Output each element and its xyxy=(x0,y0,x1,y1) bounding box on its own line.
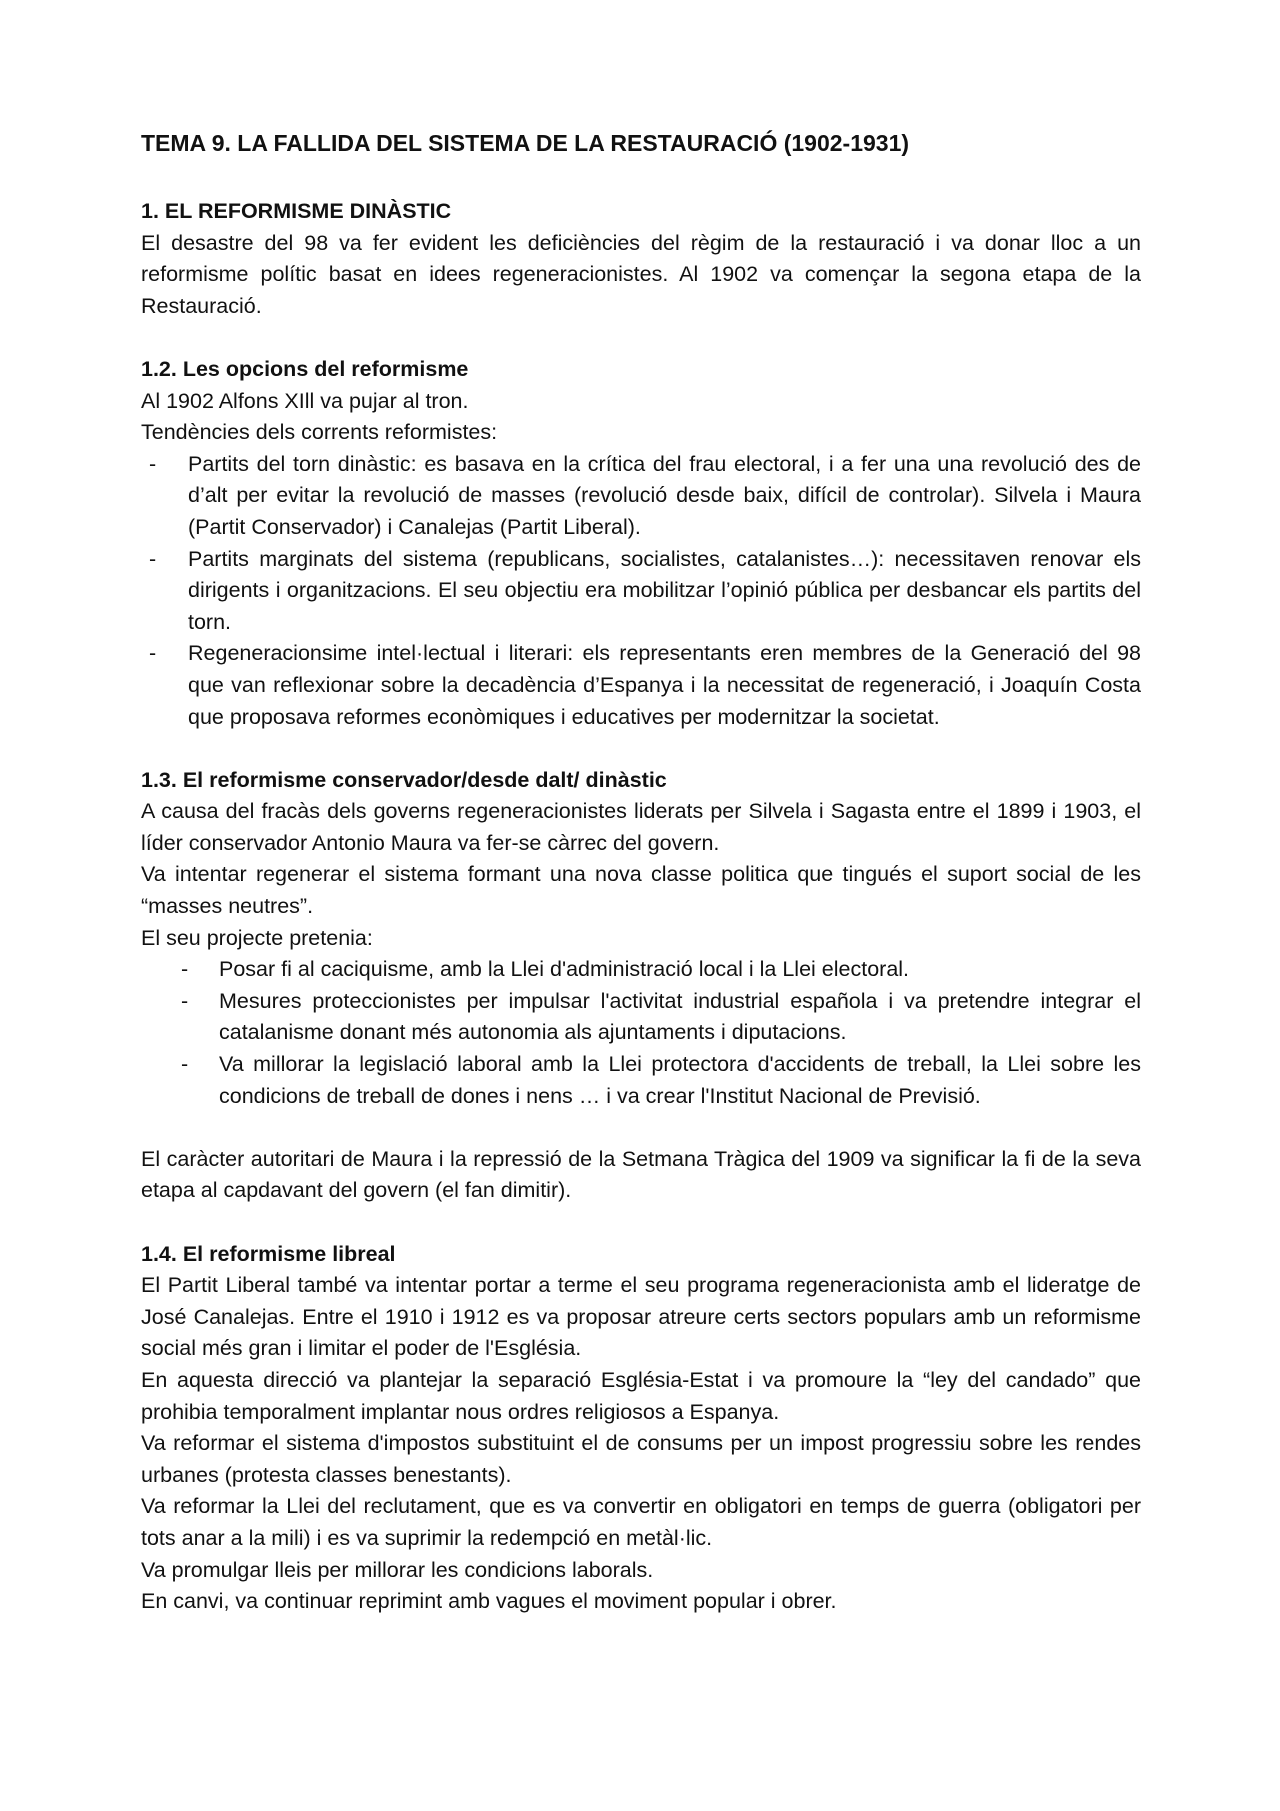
list-item xyxy=(141,954,1141,986)
paragraph: Va intentar regenerar el sistema formant una nova classe politica que tingués el suport social de les “masses neutres”. xyxy=(141,862,1141,919)
list-item xyxy=(141,638,1141,733)
list-item-text: Regeneracionsime intel·lectual i literari: els representants eren membres de la Generació del 98 que van reflexionar sobre la decadència d’Espanya i la necessitat de regeneració, i Joaquín Costa que proposava reformes econòmiques i educatives per modernitzar la societat. xyxy=(188,641,1141,729)
spacer xyxy=(141,1112,1141,1144)
list-item xyxy=(141,449,1141,544)
dash-bullet: - xyxy=(149,641,157,666)
section-heading: 1.4. El reformisme libreal xyxy=(141,1241,396,1266)
spacer xyxy=(141,1207,1141,1239)
paragraph: Al 1902 Alfons XIll va pujar al tron. xyxy=(141,388,469,413)
paragraph: El seu projecte pretenia: xyxy=(141,925,373,950)
paragraph: El caràcter autoritari de Maura i la repressió de la Setmana Tràgica del 1909 va significar la fi de la seva etapa al capdavant del govern (el fan dimitir). xyxy=(141,1146,1141,1203)
section-heading: 1. EL REFORMISME DINÀSTIC xyxy=(141,199,452,223)
section-heading: 1.3. El reformisme conservador/desde dalt/ dinàstic xyxy=(141,767,667,792)
paragraph: A causa del fracàs dels governs regeneracionistes liderats per Silvela i Sagasta entre el 1899 i 1903, el líder conservador Antonio Maura va fer-se càrrec del govern. xyxy=(141,799,1141,855)
section-opcions-reformisme xyxy=(141,354,1141,733)
paragraph: Va promulgar lleis per millorar les condicions laborals. xyxy=(141,1557,654,1582)
list-item xyxy=(141,544,1141,639)
paragraph: El Partit Liberal també va intentar portar a terme el seu programa regeneracionista amb el lideratge de José Canalejas. Entre el 1910 i 1912 es va proposar atreure certs sectors populars amb un reformisme social més gran i limitar el poder de l'Església. xyxy=(141,1273,1141,1361)
spacer xyxy=(141,733,1141,765)
dash-bullet: - xyxy=(149,546,157,571)
spacer xyxy=(141,322,1141,354)
section-reformisme-liberal xyxy=(141,1239,1141,1618)
section-reformisme-dinastic xyxy=(141,196,1141,322)
bullet-list xyxy=(141,449,1141,733)
dash-bullet: - xyxy=(181,988,189,1013)
list-item-text: Va millorar la legislació laboral amb la Llei protectora d'accidents de treball, la Llei sobre les condicions de treball de dones i nens … i va crear l'Institut Nacional de Previsió. xyxy=(219,1052,1141,1108)
dash-bullet: - xyxy=(181,957,189,982)
list-item-text: Partits del torn dinàstic: es basava en la crítica del frau electoral, i a fer una una revolució des de d’alt per evitar la revolució de masses (revolució desde baix, difícil de controlar). Silvela i Maura (Partit Conservador) i Canalejas (Partit Liberal). xyxy=(188,451,1141,539)
dash-bullet: - xyxy=(181,1052,189,1077)
document-page xyxy=(141,126,1141,1618)
list-item-text: Posar fi al caciquisme, amb la Llei d'administració local i la Llei electoral. xyxy=(219,957,910,982)
list-item-text: Mesures proteccionistes per impulsar l'activitat industrial española i va pretendre integrar el catalanisme donant més autonomia als ajuntaments i diputacions. xyxy=(219,988,1141,1045)
dash-bullet: - xyxy=(149,451,157,476)
paragraph: El desastre del 98 va fer evident les deficiències del règim de la restauració i va donar lloc a un reformisme polític basat en idees regeneracionistes. Al 1902 va començar la segona etapa de la Restauració. xyxy=(141,230,1141,318)
list-item-text: Partits marginats del sistema (republicans, socialistes, catalanistes…): necessitaven renovar els dirigents i organitzacions. El seu objectiu era mobilitzar l’opinió pública per desbancar els partits del torn. xyxy=(188,546,1141,634)
list-item xyxy=(141,1049,1141,1112)
paragraph: En aquesta direcció va plantejar la separació Església-Estat i va promoure la “ley del candado” que prohibia temporalment implantar nous ordres religiosos a Espanya. xyxy=(141,1367,1141,1424)
paragraph: Va reformar la Llei del reclutament, que es va convertir en obligatori en temps de guerra (obligatori per tots anar a la mili) i es va suprimir la redempció en metàl·lic. xyxy=(141,1494,1141,1550)
section-heading: 1.2. Les opcions del reformisme xyxy=(141,356,469,381)
paragraph: Va reformar el sistema d'impostos substituint el de consums per un impost progressiu sobre les rendes urbanes (protesta classes benestants). xyxy=(141,1431,1141,1487)
paragraph: Tendències dels corrents reformistes: xyxy=(141,420,498,445)
bullet-list xyxy=(141,954,1141,1112)
paragraph: En canvi, va continuar reprimint amb vagues el moviment popular i obrer. xyxy=(141,1589,837,1614)
section-reformisme-conservador xyxy=(141,765,1141,1207)
list-item xyxy=(141,986,1141,1049)
document-title: TEMA 9. LA FALLIDA DEL SISTEMA DE LA RESTAURACIÓ (1902-1931) xyxy=(141,130,910,156)
